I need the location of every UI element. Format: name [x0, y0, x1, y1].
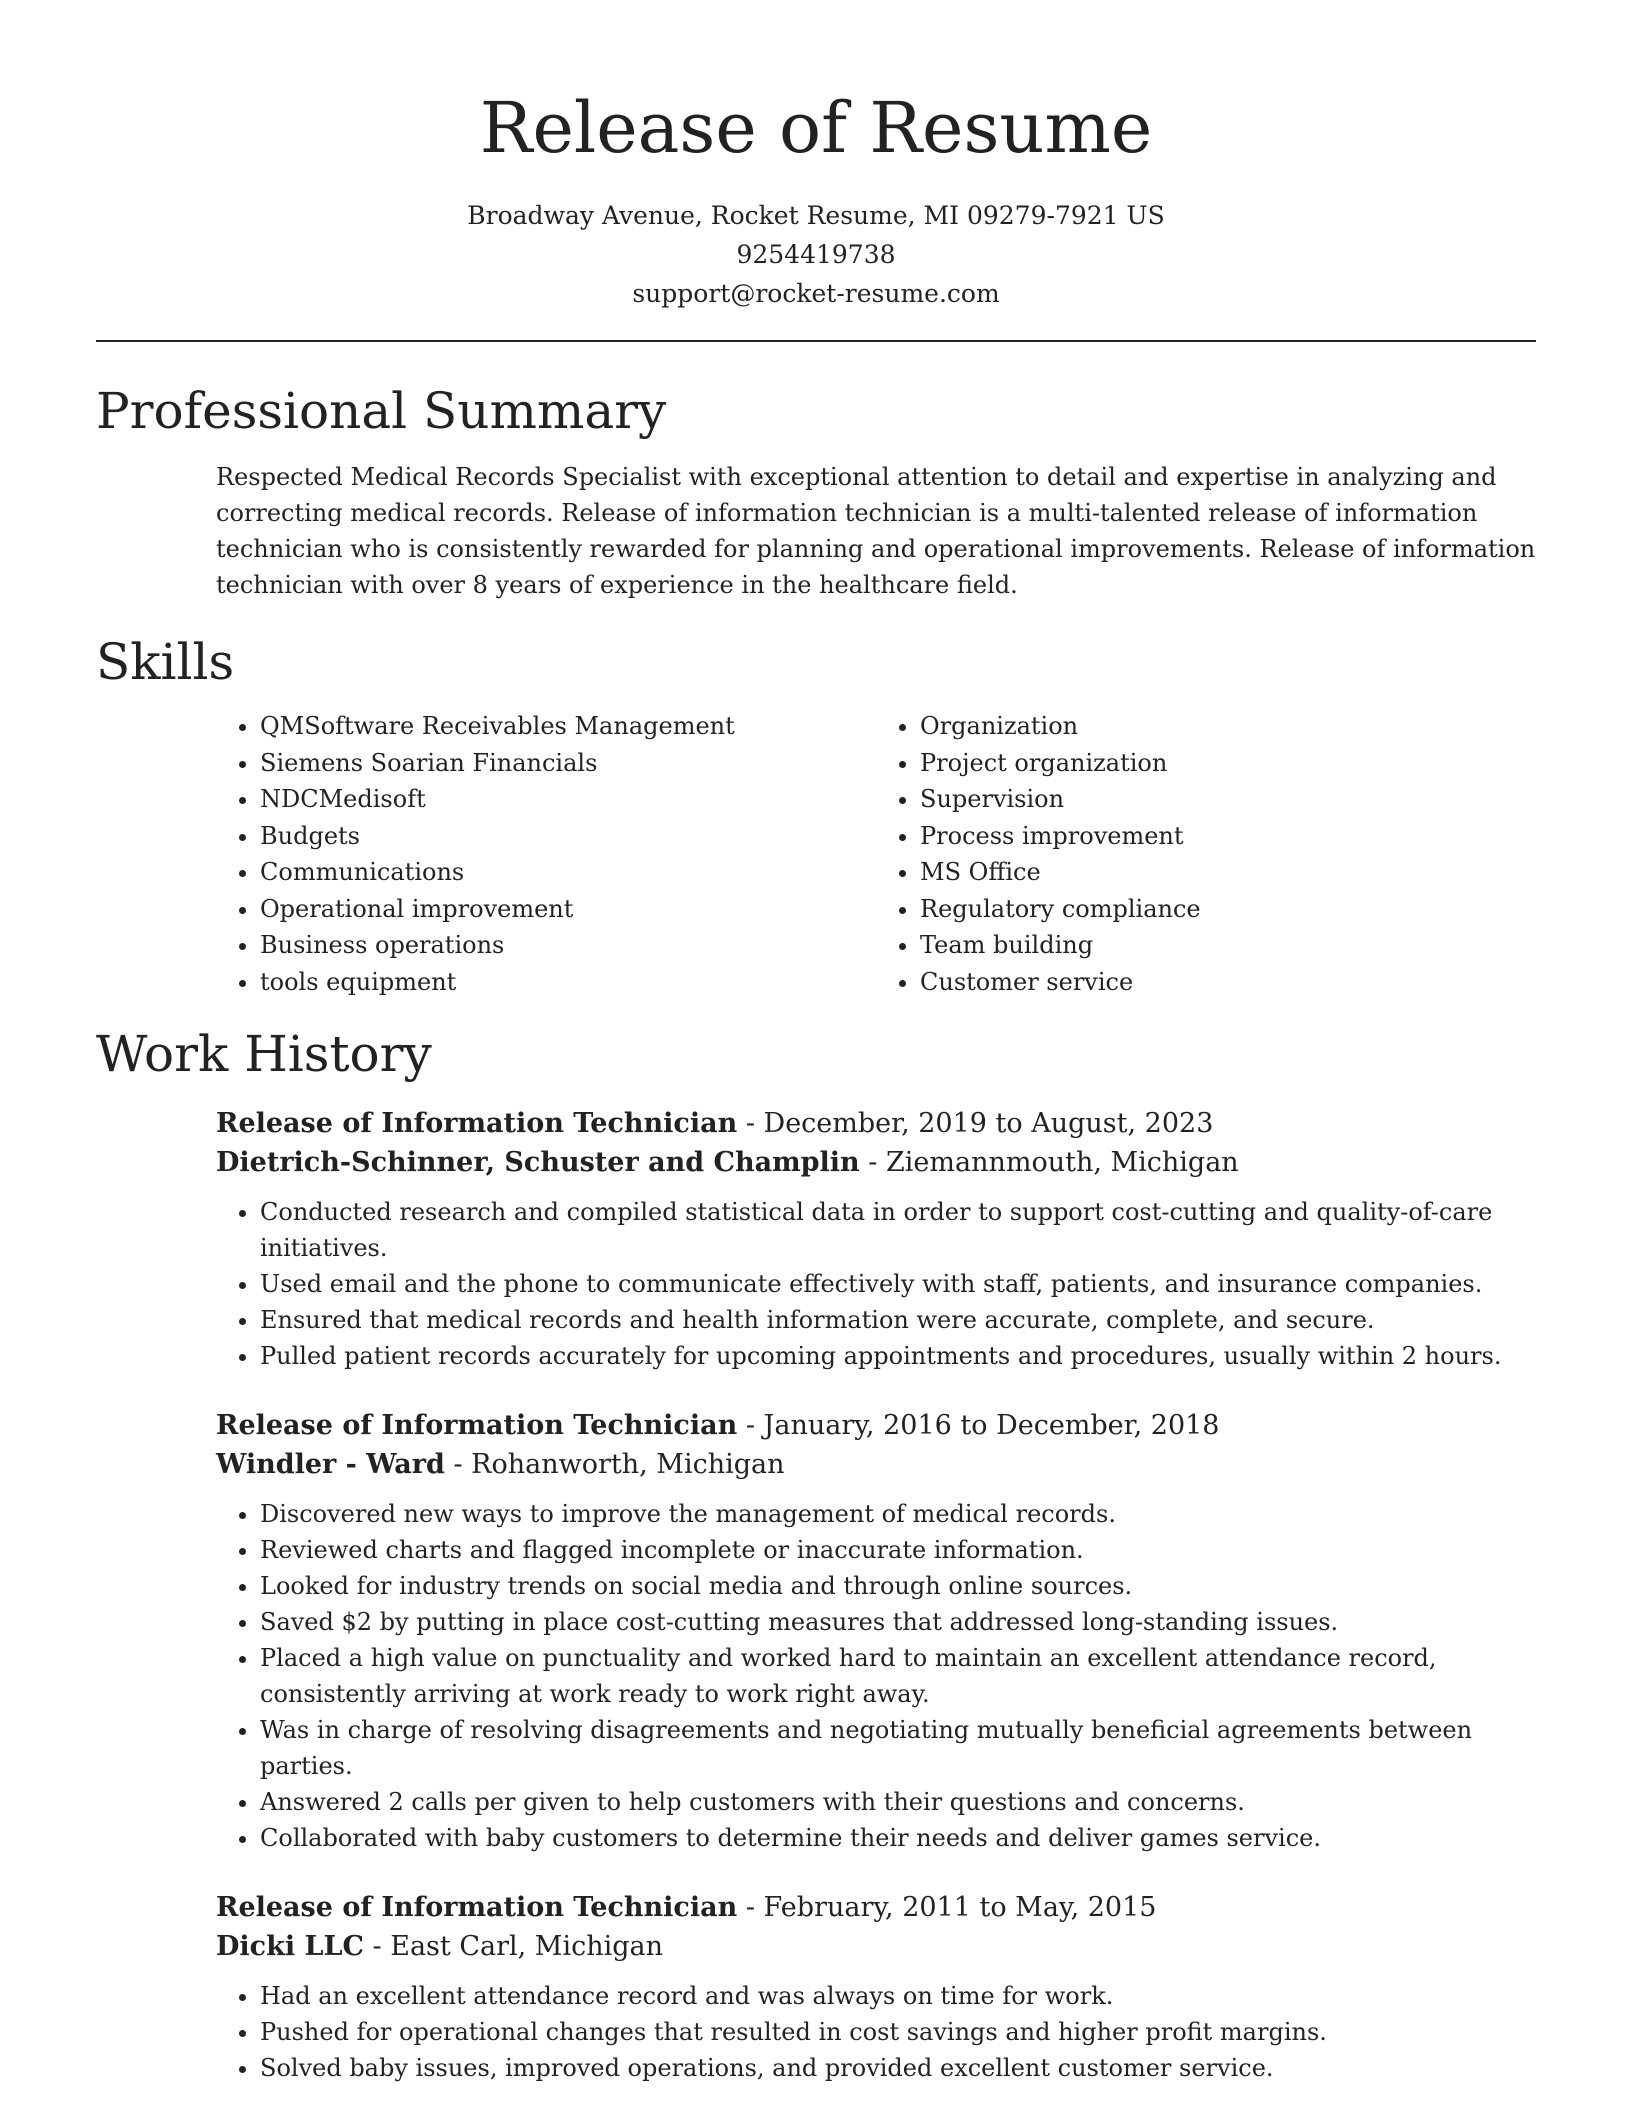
skill-item: • Communications [260, 854, 876, 891]
separator: - [363, 1931, 391, 1962]
resume-header [0, 0, 1632, 313]
skill-item: • Team building [920, 927, 1536, 964]
skill-item: • Project organization [920, 745, 1536, 782]
skill-item: • Process improvement [920, 818, 1536, 855]
job-bullet: • Pulled patient records accurately for upcoming appointments and procedures, usually within 2 hours. [260, 1338, 1536, 1374]
skills-list-left [216, 708, 876, 1000]
skills-columns [216, 708, 1536, 1000]
skill-item: • MS Office [920, 854, 1536, 891]
contact-info [0, 196, 1632, 313]
job-location: Ziemannmouth, Michigan [886, 1147, 1239, 1178]
job-dates: January, 2016 to December, 2018 [763, 1410, 1220, 1441]
job-location: East Carl, Michigan [390, 1931, 663, 1962]
skills-list-right [876, 708, 1536, 1000]
skill-item: • tools equipment [260, 964, 876, 1001]
job-role: Release of Information Technician [216, 1108, 738, 1139]
separator: - [444, 1449, 472, 1480]
skill-item: • Budgets [260, 818, 876, 855]
separator: - [737, 1108, 764, 1139]
job-company: Dicki LLC [216, 1931, 364, 1962]
job-company: Dietrich-Schinner, Schuster and Champlin [216, 1147, 860, 1178]
job-role: Release of Information Technician [216, 1410, 738, 1441]
skill-item: • Supervision [920, 781, 1536, 818]
job-location: Rohanworth, Michigan [471, 1449, 785, 1480]
job-bullet: • Solved baby issues, improved operations, and provided excellent customer service. [260, 2050, 1536, 2086]
job-bullet: • Was in charge of resolving disagreements and negotiating mutually beneficial agreements between parties. [260, 1712, 1536, 1784]
job-bullet: • Ensured that medical records and health information were accurate, complete, and secure. [260, 1302, 1536, 1338]
job-bullet: • Pushed for operational changes that resulted in cost savings and higher profit margins. [260, 2014, 1536, 2050]
job-bullet: • Saved $2 by putting in place cost-cutting measures that addressed long-standing issues. [260, 1604, 1536, 1640]
job-title-line [216, 1406, 1536, 1445]
job-company-line [216, 1927, 1536, 1966]
job-dates: December, 2019 to August, 2023 [763, 1108, 1214, 1139]
skill-item: • Customer service [920, 964, 1536, 1001]
job-entry [216, 1104, 1536, 1374]
job-title-line [216, 1888, 1536, 1927]
job-bullet: • Conducted research and compiled statistical data in order to support cost-cutting and quality-of-care initiatives. [260, 1194, 1536, 1266]
phone-text: 9254419738 [736, 240, 896, 269]
job-bullets [216, 1194, 1536, 1374]
skills-heading: Skills [96, 633, 235, 691]
job-title-line [216, 1104, 1536, 1143]
address-text: Broadway Avenue, Rocket Resume, MI 09279-7921 US [467, 201, 1165, 230]
skill-item: • Siemens Soarian Financials [260, 745, 876, 782]
job-bullet: • Placed a high value on punctuality and worked hard to maintain an excellent attendance record, consistently arriving at work ready to work right away. [260, 1640, 1536, 1712]
job-bullet: • Used email and the phone to communicate effectively with staff, patients, and insurance companies. [260, 1266, 1536, 1302]
job-bullet: • Collaborated with baby customers to determine their needs and deliver games service. [260, 1820, 1536, 1856]
job-bullets [216, 1496, 1536, 1856]
job-company: Windler - Ward [216, 1449, 445, 1480]
job-bullet: • Reviewed charts and flagged incomplete or inaccurate information. [260, 1532, 1536, 1568]
job-bullet: • Had an excellent attendance record and was always on time for work. [260, 1978, 1536, 2014]
skill-item: • QMSoftware Receivables Management [260, 708, 876, 745]
job-dates: February, 2011 to May, 2015 [763, 1892, 1157, 1923]
work-history-heading: Work History [96, 1025, 432, 1083]
job-bullet: • Looked for industry trends on social media and through online sources. [260, 1568, 1536, 1604]
separator: - [859, 1147, 886, 1178]
skill-item: • Business operations [260, 927, 876, 964]
skill-item: • Organization [920, 708, 1536, 745]
skill-item: • Operational improvement [260, 891, 876, 928]
job-bullet: • Answered 2 calls per given to help customers with their questions and concerns. [260, 1784, 1536, 1820]
job-company-line [216, 1143, 1536, 1182]
job-bullets [216, 1978, 1536, 2086]
summary-heading: Professional Summary [96, 382, 667, 440]
skill-item: • Regulatory compliance [920, 891, 1536, 928]
header-divider [96, 340, 1536, 342]
separator: - [737, 1892, 764, 1923]
professional-summary-section [96, 381, 1536, 603]
job-company-line [216, 1445, 1536, 1484]
work-history-section [96, 1024, 1536, 2086]
skills-section [96, 632, 1536, 1000]
separator: - [737, 1410, 764, 1441]
job-role: Release of Information Technician [216, 1892, 738, 1923]
email-text: support@rocket-resume.com [632, 279, 1000, 308]
job-bullet: • Discovered new ways to improve the management of medical records. [260, 1496, 1536, 1532]
summary-text: Respected Medical Records Specialist with exceptional attention to detail and expertise in analyzing and correcting medical records. Release of information technician is a multi-talented release of information technician who is consistently rewarded for planning and operational improvements. Release of information technician with over 8 years of experience in the healthcare field. [216, 463, 1536, 599]
job-entry [216, 1406, 1536, 1856]
job-entry [216, 1888, 1536, 2086]
skill-item: • NDCMedisoft [260, 781, 876, 818]
candidate-name: Release of Resume [479, 87, 1153, 169]
